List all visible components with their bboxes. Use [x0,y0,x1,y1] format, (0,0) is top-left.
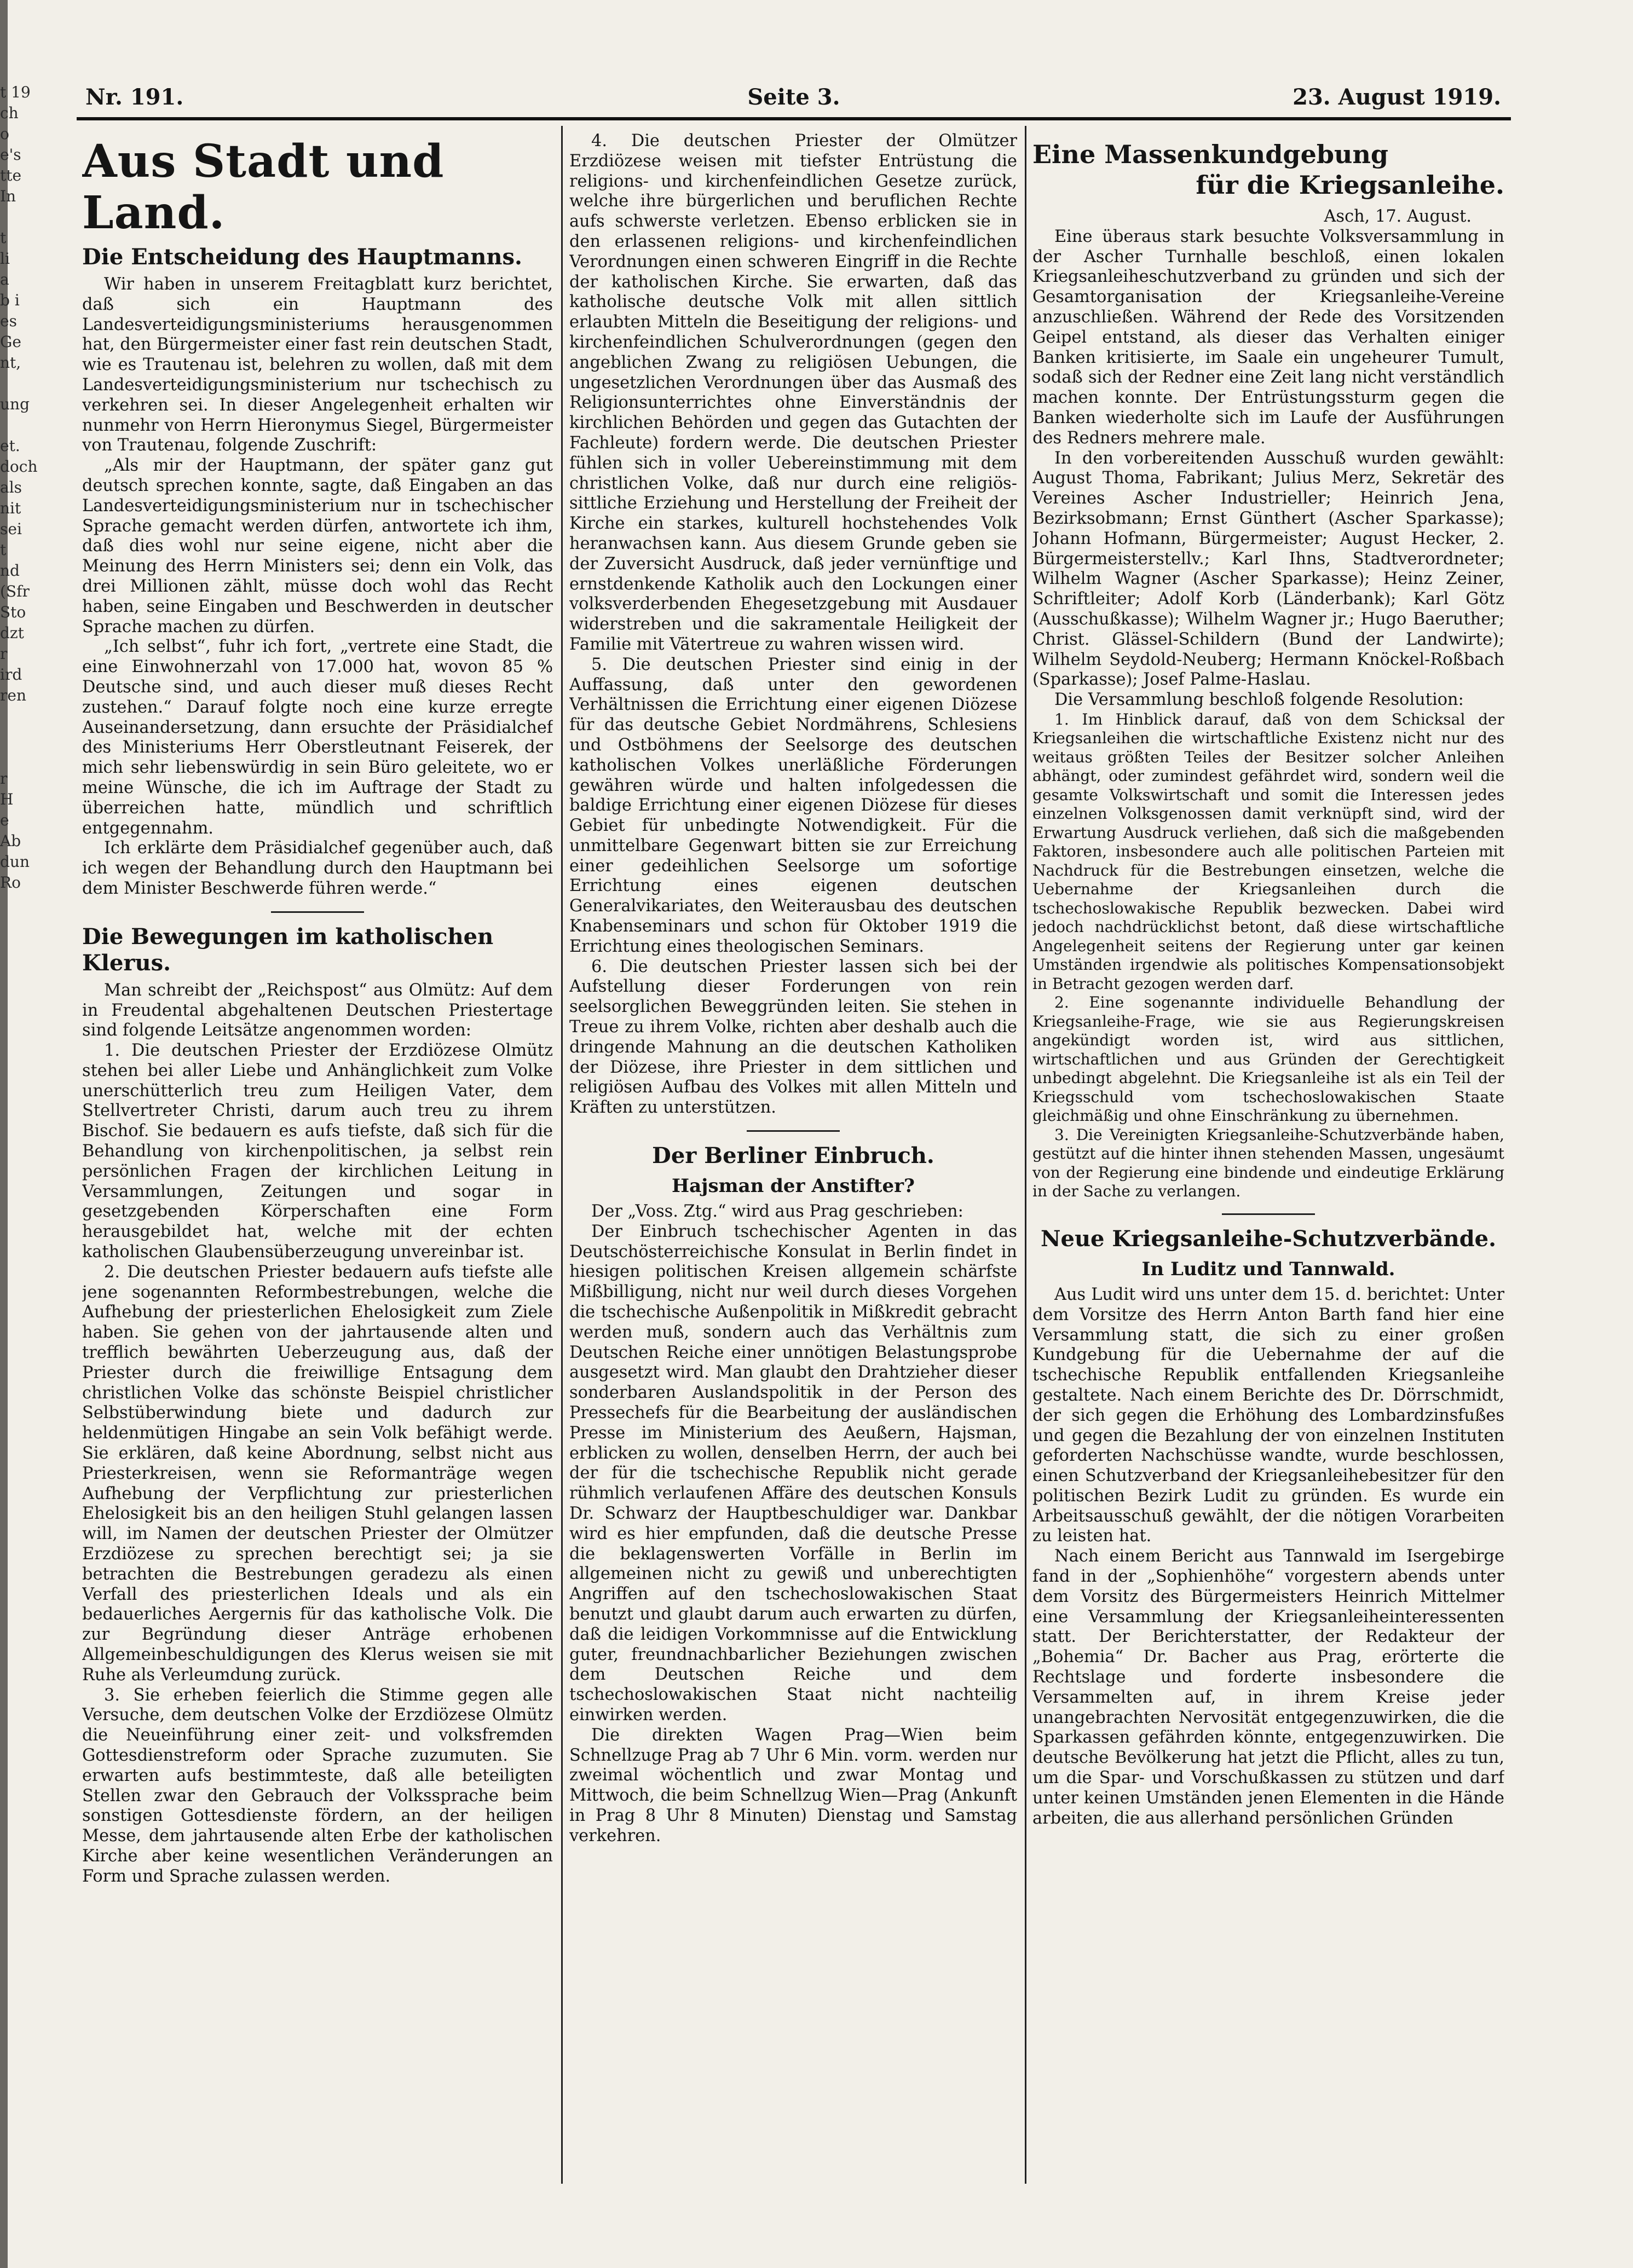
article-body [1032,1285,1504,1829]
paragraph: In den vorbereitenden Ausschuß wurden gewählt: August Thoma, Fabrikant; Julius Merz, Sekretär des Vereines Ascher Industrieller; Heinrich Jena, Bezirksobmann; Ernst Günthert (Ascher Sparkasse); Johann Hofmann, Bürgermeister; August Hecker, 2. Bürgermeisterstellv.; Karl Ihns, Stadtverordneter; Wilhelm Wagner (Ascher Sparkasse); Heinz Zeiner, Schriftleiter; Adolf Korb (Länderbank); Karl Götz (Ausschußkasse); Wilhelm Wagner jr.; Hugo Baeruther; Christ. Glässel-Schildern (Bund der Landwirte); Wilhelm Seydold-Neuberg; Hermann Knöckel-Roßbach (Sparkasse); Josef Palme-Haslau. [1032,448,1504,690]
article-body [82,981,553,1887]
adjacent-page-text: Ge [0,333,21,351]
masthead-rule [77,117,1511,120]
paragraph: Der „Voss. Ztg.“ wird aus Prag geschrieben: [591,1202,963,1222]
adjacent-page-text: b i [0,291,20,309]
paragraph: 1. Im Hinblick darauf, daß von dem Schicksal der Kriegsanleihen die wirtschaftliche Existenz nicht nur des weitaus größten Teiles der Besitzer solcher Anleihen abhängt, oder zumindest gefährdet wird, sondern weil die gesamte Volkswirtschaft und somit die Interessen jedes einzelnen Volksgenossen damit verknüpft sind, wird der Erwartung Ausdruck verliehen, daß sich die maßgebenden Faktoren, insbesondere auch alle politischen Parteien mit Nachdruck für die Bestrebungen einsetzen, welche die Uebernahme der Kriegsanleihen durch die tschechoslowakische Republik bezwecken. Dabei wird jedoch nachdrücklichst betont, daß diese wirtschaftliche Angelegenheit seitens der Regierung unter gar keinen Umständen irgendwie als politisches Kompensationsobjekt in Betracht gezogen werden darf. [1032,710,1504,993]
article-separator [271,911,364,913]
article-title: Neue Kriegsanleihe-Schutzverbände. [1040,1225,1497,1252]
adjacent-page-text: Ab [0,832,21,850]
adjacent-page-text: t [0,541,7,559]
adjacent-page-text: r [0,645,8,663]
adjacent-page-text: doch [0,458,38,476]
adjacent-page-text: et. [0,437,20,455]
article-subtitle: In Luditz und Tannwald. [1141,1258,1395,1280]
paragraph: Wir haben in unserem Freitagblatt kurz berichtet, daß sich ein Hauptmann des Landesverteidigungsministeriums herausgenommen hat, den Bürgermeister einer fast rein deutschen Stadt, wie es Trautenau ist, belehren zu wollen, daß mit dem Landesverteidigungsministerium nur tschechisch zu verkehren sei. In dieser Angelegenheit erhalten wir nunmehr von Herrn Hieronymus Siegel, Bürgermeister von Trautenau, folgende Zuschrift: [82,275,553,455]
paragraph: 5. Die deutschen Priester sind einig in der Auffassung, daß unter den gewordenen Verhältnissen die Errichtung einer eigenen Diözese für das deutsche Gebiet Nordmährens, Schlesiens und Ostböhmens der Seelsorge des deutschen katholischen Volkes unerläßliche Förderungen gewähren würde und halten infolgedessen die baldige Errichtung einer eigenen Diözese für dieses Gebiet für unbedingte Notwendigkeit. Für die unmittelbare Gegenwart bitten sie zur Erreichung einer gedeihlichen Seelsorge um sofortige Errichtung eines eigenen deutschen Generalvikariates, den Weiterausbau des deutschen Knabenseminars und schon für Oktober 1919 die Errichtung eines theologischen Seminars. [569,655,1017,956]
page-number: Seite 3. [747,84,840,110]
article-separator [1222,1213,1315,1215]
paragraph: Nach einem Bericht aus Tannwald im Isergebirge fand in der „Sophienhöhe“ vorgestern abends unter dem Vorsitz des Bürgermeisters Heinrich Mittelmer eine Versammlung der Kriegsanleiheinteressenten statt. Der Berichterstatter, der Redakteur der „Bohemia“ Dr. Bacher aus Prag, erörterte die Rechtslage und forderte insbesondere die Versammelten auf, in ihrem Kreise jeder unangebrachten Nervosität entgegenzuwirken, die die Sparkassen gefährden könnte, entgegenzuwirken. Die deutsche Bevölkerung hat jetzt die Pflicht, alles zu tun, um die Spar- und Vorschußkassen zu stützen und darf unter keinen Umständen jenen Elementen in die Hände arbeiten, die aus allerhand persönlichen Gründen [1032,1547,1504,1828]
paragraph: Die Versammlung beschloß folgende Resolution: [1054,690,1464,710]
article-title: Eine Massenkundgebung [1032,140,1389,169]
adjacent-page-text: e's [0,146,21,164]
adjacent-page-text [0,415,47,436]
column-left [82,131,553,2178]
adjacent-page-text: nit [0,499,21,517]
article-title-line-2: für die Kriegsanleihe. [1196,170,1504,200]
issue-date: 23. August 1919. [1292,84,1501,110]
adjacent-page-text: a [0,270,9,288]
adjacent-page-text: tte [0,166,22,184]
dateline: Asch, 17. August. [1324,207,1472,226]
adjacent-page-text: ren [0,686,26,704]
adjacent-page-text: ird [0,666,22,684]
adjacent-page-text [0,706,47,727]
column-middle [569,131,1017,2178]
paragraph: Aus Ludit wird uns unter dem 15. d. berichtet: Unter dem Vorsitze des Herrn Anton Barth fand hier eine Versammlung statt, die sich zu einer großen Kundgebung für die Uebernahme der auf die tschechische Republik entfallenden Kriegsanleihe gestaltete. Nach einem Berichte des Dr. Dörrschmidt, der sich gegen die Erhöhung des Lombardzinsfußes und gegen die Bezahlung der von einzelnen Instituten geforderten Nachschüsse wandte, wurde beschlossen, einen Schutzverband der Kriegsanleihebesitzer für den politischen Bezirk Ludit zu gründen. Es wurde ein Arbeitsausschuß gewählt, der die nötigen Vorarbeiten zu leisten hat. [1032,1285,1504,1546]
article-title: Die Bewegungen im katholischen Klerus. [82,923,494,976]
article-title: Der Berliner Einbruch. [652,1143,934,1169]
adjacent-page-text: nd [0,562,20,580]
paragraph: 4. Die deutschen Priester der Olmützer Erzdiözese weisen mit tiefster Entrüstung die religions- und kirchenfeindlichen Gesetze zurück, welche ihre bürgerlichen und beruflichen Rechte aufs schwerste verletzen. Ebenso erblicken sie in den erlassenen religions- und kirchenfeindlichen Verordnungen einen schweren Eingriff in die Rechte der katholischen Kirche. Sie erwarten, daß das katholische deutsche Volk mit allen sittlich erlaubten Mitteln die Beseitigung der religions- und kirchenfeindlichen Schulverordnungen (gegen den angeblichen Zwang zu religiösen Uebungen, die ungesetzlichen Verordnungen über das Ausmaß des Religionsunterrichtes ohne Einverständnis der kirchlichen Behörden und gegen das Gutachten der Fachleute) fordern werde. Die deutschen Priester fühlen sich in voller Uebereinstimmung mit dem christlichen Volke, daß nur durch eine religiös-sittliche Erziehung und Herstellung der Freiheit der Kirche ein starkes, kulturell hochstehendes Volk heranwachsen kann. Aus diesem Grunde geben sie der Zuversicht Ausdruck, daß jeder vernünftige und ernstdenkende Katholik auch den Lockungen einer volksverderbenden Ehegesetzgebung mit Ausdauer widerstreben und die sakramentale Heiligkeit der Familie mit Vätertreue zu wahren wissen wird. [569,131,1017,654]
adjacent-page-text: sei [0,520,22,538]
paragraph: 2. Die deutschen Priester bedauern aufs tiefste alle jene sogenannten Reformbestrebungen, welche die Aufhebung der priesterlichen Ehelosigkeit zum Ziele haben. Sie gehen von der jahrtausende alten und trefflich bewährten Ueberzeugung aus, daß der Priester durch die freiwillige Entsagung dem christlichen Volke das schönste Beispiel christlicher Selbstüberwindung biete und dadurch zur heldenmütigen Hingabe an sein Volk befähigt werde. Sie erklären, daß keine Abordnung, selbst nicht aus Priesterkreisen, wenn sie Reformanträge wegen Aufhebung der Verpflichtung zur priesterlichen Ehelosigkeit bis an den heiligen Stuhl gelangen lassen will, im Namen der deutschen Priester der Olmützer Erzdiözese zu sprechen berechtigt sei; ja sie betrachten die Bestrebungen geradezu als einen Verfall des priesterlichen Ideals und als ein bedauerliches Aergernis für das katholische Volk. Die zur Begründung dieser Anträge erhobenen Allgemeinbeschuldigungen des Klerus weisen sie mit Ruhe als Verleumdung zurück. [82,1262,553,1685]
paragraph: 2. Eine sogenannte individuelle Behandlung der Kriegsanleihe-Frage, wie sie aus Regierungskreisen angekündigt worden ist, wird aus sittlichen, wirtschaftlichen und aus Gründen der Gerechtigkeit unbedingt abgelehnt. Die Kriegsanleihe ist als ein Teil der Kriegsschuld vom tschechoslowakischen Staate gleichmäßig und ohne Einschränkung zu übernehmen. [1032,993,1504,1125]
adjacent-page-text: In [0,187,16,205]
adjacent-page-text: dun [0,853,30,871]
adjacent-page-text: e [0,811,9,829]
article-subtitle: Hajsman der Anstifter? [672,1175,915,1197]
adjacent-page-text: als [0,478,22,496]
paragraph: Der Einbruch tschechischer Agenten in das Deutschösterreichische Konsulat in Berlin findet in hiesigen politischen Kreisen allgemein schärfste Mißbilligung, nicht nur weil durch dieses Vorgehen die tschechische Außenpolitik in Mißkredit gebracht werden muß, sondern auch das Verhältnis zum Deutschen Reiche einer unnötigen Belastungsprobe ausgesetzt wird. Man glaubt den Drahtzieher dieser sonderbaren Auslandspolitik in der Person des Pressechefs für die Bearbeitung der ausländischen Presse im Ministerium des Aeußern, Hajsman, erblicken zu wollen, denselben Herrn, der auch bei der für die tschechische Republik nicht gerade rühmlich verlaufenen Affäre des deutschen Konsuls Dr. Schwarz der Hauptbeschuldiger war. Dankbar wird es hier empfunden, daß die deutsche Presse die beklagenswerten Vorfälle in Berlin im allgemeinen nicht zu gewiß und unberechtigten Angriffen auf den tschechoslowakischen Staat benutzt und glaubt darum auch erwarten zu dürfen, daß die leidigen Vorkommnisse auf die Entwicklung guter, freundnachbarlicher Beziehungen zwischen dem Deutschen Reiche und dem tschechoslowakischen Staat nicht nachteilig einwirken werden. [569,1222,1017,1725]
paragraph: „Als mir der Hauptmann, der später ganz gut deutsch sprechen konnte, sagte, daß Eingaben an das Landesverteidigungsministerium nur in tschechischer Sprache gemacht werden dürfen, antwortete ich ihm, daß dies wohl nur seine eigene, nicht aber die Meinung des Herrn Ministers sei; denn ein Volk, das drei Millionen zählt, müsse doch wohl das Recht haben, seine Eingaben und Beschwerden in deutscher Sprache machen zu dürfen. [82,456,553,637]
adjacent-page-text: nt, [0,354,21,372]
adjacent-page-text: r [0,770,8,788]
paragraph: Ich erklärte dem Präsidialchef gegenüber auch, daß ich wegen der Behandlung durch den Hauptmann bei dem Minister Beschwerde führen werde.“ [82,838,553,898]
article-body [569,131,1017,1118]
adjacent-page-text: o [0,125,9,143]
paragraph: 1. Die deutschen Priester der Erzdiözese Olmütz stehen bei aller Liebe und Anhänglichkeit zum Volke unerschütterlich treu zum Heiligen Vater, dem Stellvertreter Christi, darum auch treu zu ihrem Bischof. Sie bedauern es aufs tiefste, daß sich für die Behandlung von kirchenpolitischen, ja selbst rein persönlichen Fragen der kirchlichen Leitung in Versammlungen, Zeitungen und sogar in gesetzgebenden Körperschaften eine Form herausgebildet hat, welche mit der echten katholischen Glaubensüberzeugung unvereinbar ist. [82,1041,553,1262]
column-right [1032,131,1504,2178]
adjacent-page-text: ung [0,395,30,413]
adjacent-page-text: li [0,250,10,268]
adjacent-page-text: ch [0,104,19,122]
paragraph: 3. Sie erheben feierlich die Stimme gegen alle Versuche, dem deutschen Volke der Erzdiözese Olmütz die Neueinführung einer zeit- und volksfremden Gottesdienstreform oder Sprache zuzumuten. Sie erwarten aufs bestimmteste, daß alle beteiligten Stellen zwar den Gebrauch der Volkssprache beim sonstigen Gottesdienste fördern, an der heiligen Messe, dem jahrtausende alten Erbe der katholischen Kirche aber keine wesentlichen Veränderungen an Form und Sprache zulassen werden. [82,1685,553,1886]
paragraph: Die direkten Wagen Prag—Wien beim Schnellzuge Prag ab 7 Uhr 6 Min. vorm. werden nur zweimal wöchentlich und zwar Montag und Mittwoch, die beim Schnellzug Wien—Prag (Ankunft in Prag 8 Uhr 8 Minuten) Dienstag und Samstag verkehren. [569,1725,1017,1845]
adjacent-page-text: Sto [0,603,26,621]
column-divider [1025,126,1026,2184]
paragraph: Eine überaus stark besuchte Volksversammlung in der Ascher Turnhalle beschloß, einen lokalen Kriegsanleiheschutzverband zu gründen und sich der Gesamtorganisation der Kriegsanleihe-Vereine anzuschließen. Während der Rede des Vorsitzenden Geipel entstand, als dieser das Verhalten einiger Banken kritisierte, im Saale ein ungeheurer Tumult, sodaß sich der Redner eine Zeit lang nicht verständlich machen konnte. Der Entrüstungssturm gegen die Banken wiederholte sich im Laufe der Ausführungen des Redners mehrere male. [1032,227,1504,448]
article-body [82,275,553,899]
section-title: Aus Stadt und Land. [82,135,445,239]
article-separator [747,1130,840,1132]
article-body [569,1202,1017,1847]
adjacent-page-text [0,373,47,394]
adjacent-page-text: es [0,312,17,330]
adjacent-page-text: H [0,790,14,808]
paragraph: Man schreibt der „Reichspost“ aus Olmütz: Auf dem in Freudental abgehaltenen Deutschen Priestertage sind folgende Leitsätze angenommen worden: [82,980,553,1040]
paragraph: 3. Die Vereinigten Kriegsanleihe-Schutzverbände haben, gestützt auf die hinter ihnen stehenden Massen, ungesäumt von der Regierung eine bindende und eindeutige Erklärung in der Sache zu verlangen. [1032,1125,1504,1201]
masthead [77,82,1511,114]
paragraph: 6. Die deutschen Priester lassen sich bei der Aufstellung dieser Forderungen von rein seelsorglichen Beweggründen leiten. Sie stehen in Treue zu ihrem Volke, richten aber deshalb auch die dringende Mahnung an die deutschen Katholiken der Diözese, ihre Priester in dem sittlichen und religiösen Aufbau des Volkes mit allen Mitteln und Kräften zu unterstützen. [569,957,1017,1118]
adjacent-page-text: t 19 [0,83,31,101]
adjacent-page-text: dzt [0,624,24,642]
adjacent-page-text [0,207,47,228]
article-body [1032,207,1504,710]
issue-number: Nr. 191. [85,84,184,110]
resolution-list [1032,710,1504,1201]
adjacent-page-text: Ro [0,873,21,892]
paragraph: „Ich selbst“, fuhr ich fort, „vertrete eine Stadt, die eine Einwohnerzahl von 17.000 hat, wovon 85 % Deutsche sind, und auch dieser muß dieses Recht zustehen.“ Darauf folgte noch eine kurze erregte Auseinandersetzung, dann ersuchte der Präsidialchef des Ministeriums Herr Oberstleutnant Feiserek, der mich sehr liebenswürdig in sein Büro geleitete, wo er meine Wünsche, die ich im Auftrage der Stadt zu überreichen hatte, mündlich und schriftlich entgegennahm. [82,637,553,838]
adjacent-page-strip [0,82,47,1943]
adjacent-page-text: t [0,229,7,247]
adjacent-page-text [0,727,47,748]
column-divider [561,126,563,2184]
adjacent-page-text [0,748,47,768]
adjacent-page-text: (Sfr [0,582,30,600]
article-title: Die Entscheidung des Hauptmanns. [82,244,522,270]
